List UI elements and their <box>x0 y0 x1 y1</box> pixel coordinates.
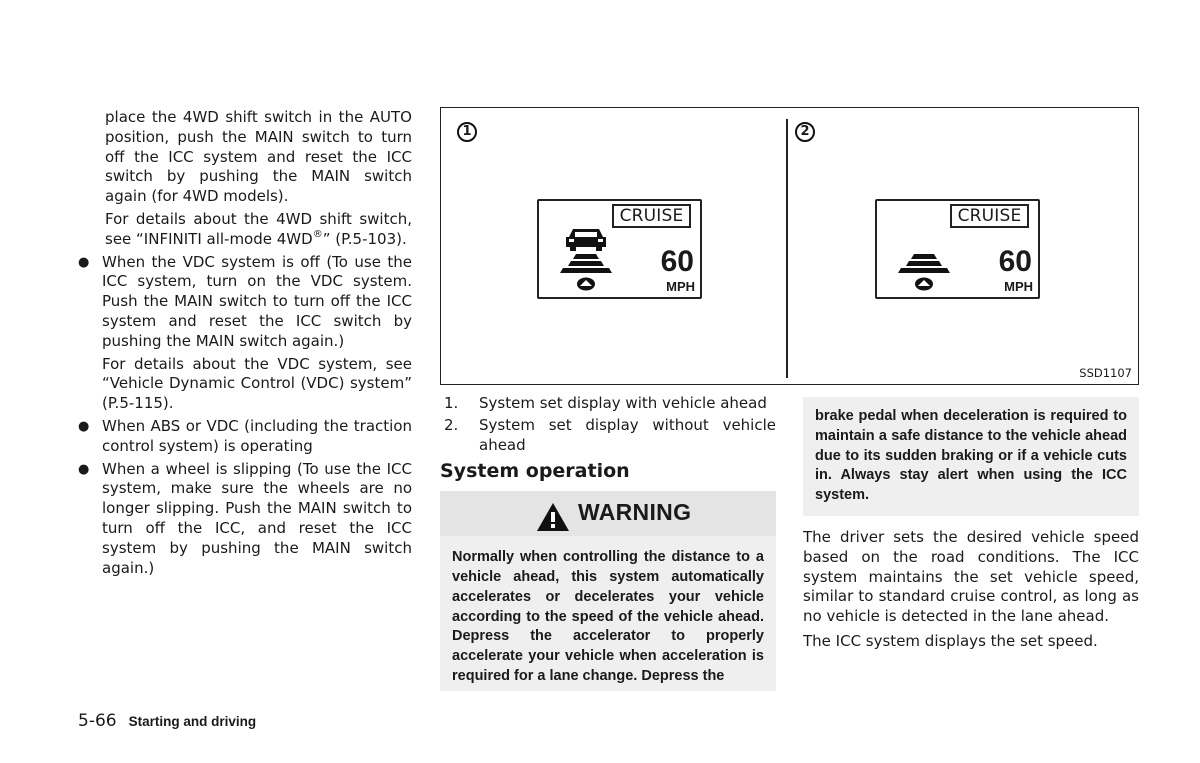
panel-1-display <box>537 199 702 299</box>
bullet-icon: ● <box>78 461 90 477</box>
item-text: System set display with vehicle ahead <box>479 394 767 412</box>
warning-header <box>440 491 776 536</box>
item-number: 2. <box>444 415 459 434</box>
page-footer <box>78 711 256 731</box>
bullet-text: When a wheel is slipping (To use the ICC system, make sure the wheels are no longer slipping. Push the MAIN switch to turn off the ICC, and reset the ICC system by pushing the MAIN switch again.) <box>102 459 412 577</box>
panel-2-display <box>875 199 1040 299</box>
panel-divider <box>786 119 788 378</box>
paragraph-4wd: place the 4WD shift switch in the AUTO position, push the MAIN switch to turn off the ICC system and reset the ICC switch by pushing the MAIN switch again (for 4WD models). <box>105 108 412 206</box>
warning-text: Normally when controlling the distance to a vehicle ahead, this system automatically accelerates or decelerates your vehicle according to the speed of the vehicle ahead. Depress the accelerator to properly accelerate your vehicle when acceleration is required for a lane change. Depress the <box>440 536 776 691</box>
list-item <box>78 460 412 579</box>
section-heading: System operation <box>440 460 630 483</box>
panel-2-marker: 2 <box>795 122 815 142</box>
paragraph-4wd-reference: For details about the 4WD shift switch, see “INFINITI all-mode 4WD®” (P.5-103). <box>105 209 412 248</box>
middle-column <box>440 394 776 691</box>
icc-display-figure <box>440 107 1139 385</box>
bullet-icon: ● <box>78 418 90 434</box>
item-number: 1. <box>444 394 459 412</box>
right-column <box>803 397 1139 652</box>
page-number: 5-66 <box>78 711 117 731</box>
left-column <box>78 108 412 581</box>
list-item <box>78 253 412 414</box>
figure-code: SSD1107 <box>1079 366 1132 380</box>
list-item <box>440 394 776 414</box>
warning-text-continued: brake pedal when deceleration is required to maintain a safe distance to the vehicle ahead due to its sudden braking or if a vehicle cuts in. Always stay alert when using the ICC system. <box>803 397 1139 516</box>
bullet-text: When ABS or VDC (including the traction control system) is operating <box>102 416 412 455</box>
bullet-text: When the VDC system is off (To use the ICC system, turn on the VDC system. Push the MAIN switch to turn off the ICC system and reset the ICC switch by pushing the MAIN switch again.) <box>102 252 412 350</box>
car-icon <box>566 229 606 251</box>
cruise-indicator: CRUISE <box>612 204 691 228</box>
vehicle-ahead-distance-icon <box>559 227 613 295</box>
cruise-indicator: CRUISE <box>950 204 1029 228</box>
paragraph-display: The ICC system displays the set speed. <box>803 631 1098 650</box>
warning-icon <box>536 502 570 532</box>
own-vehicle-icon <box>577 278 595 291</box>
paragraph-operation: The driver sets the desired vehicle speed based on the road conditions. The ICC system maintains the set vehicle speed, similar to standard cruise control, as long as no vehicle is detected in the lane ahead. <box>803 527 1139 626</box>
section-title: Starting and driving <box>128 714 257 729</box>
speed-unit: MPH <box>1004 279 1033 294</box>
set-speed: 60 <box>660 245 694 278</box>
set-speed: 60 <box>998 245 1032 278</box>
list-item <box>440 416 776 456</box>
panel-1-marker: 1 <box>457 122 477 142</box>
own-vehicle-icon <box>915 278 933 291</box>
bullet-icon: ● <box>78 254 90 270</box>
bullet-subtext: For details about the VDC system, see “Vehicle Dynamic Control (VDC) system” (P.5-115). <box>102 354 412 413</box>
speed-unit: MPH <box>666 279 695 294</box>
warning-label: WARNING <box>578 499 692 526</box>
distance-bars-icon <box>897 227 951 295</box>
list-item <box>78 417 412 457</box>
item-text: System set display without vehicle ahead <box>479 415 776 454</box>
